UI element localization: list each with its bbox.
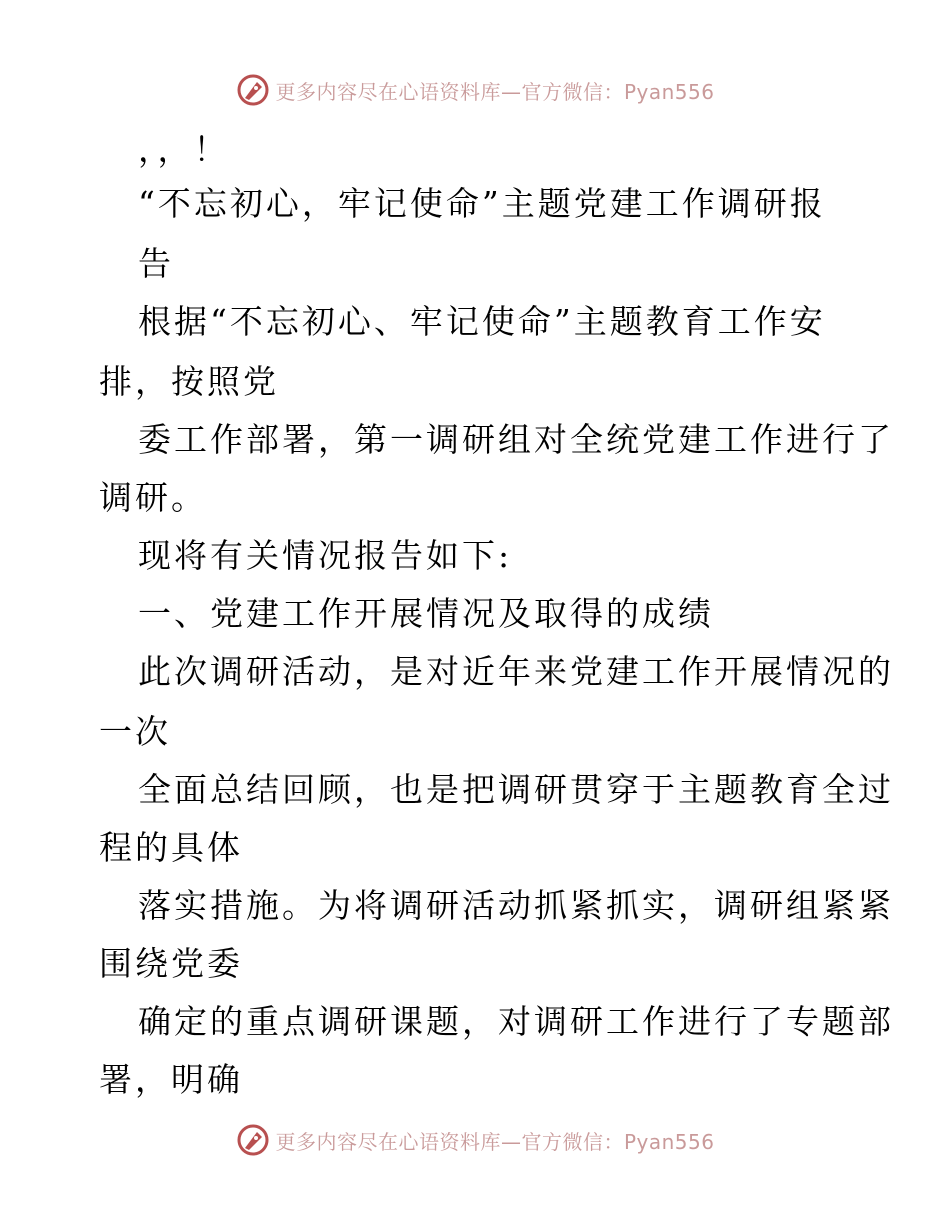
body-line: 委工作部署，第一调研组对全统党建工作进行了 (138, 420, 894, 459)
body-line: 调研。 (99, 478, 207, 517)
body-line: 根据“不忘初心、牢记使命”主题教育工作安 (138, 302, 826, 341)
section-heading: 一、党建工作开展情况及取得的成绩 (138, 594, 714, 633)
body-line: ，，！ (138, 130, 230, 169)
document-title-line-1: “不忘初心，牢记使命”主题党建工作调研报 (138, 184, 826, 223)
pen-nib-logo-icon (235, 1122, 271, 1158)
body-line: 围绕党委 (99, 944, 243, 983)
body-line: 确定的重点调研课题，对调研工作进行了专题部 (138, 1002, 894, 1041)
body-line: 全面总结回顾，也是把调研贯穿于主题教育全过 (138, 770, 894, 809)
body-line: 此次调研活动，是对近年来党建工作开展情况的 (138, 652, 894, 691)
body-line: 署，明确 (99, 1060, 243, 1099)
body-line: 程的具体 (99, 828, 243, 867)
body-line: 一次 (99, 712, 171, 751)
document-title-line-2: 告 (138, 244, 174, 283)
footer-watermark (0, 1120, 950, 1160)
body-line: 排，按照党 (99, 362, 279, 401)
header-watermark-text: 更多内容尽在心语资料库—官方微信：Pyan556 (275, 79, 715, 104)
footer-watermark-text: 更多内容尽在心语资料库—官方微信：Pyan556 (275, 1129, 715, 1154)
body-line: 落实措施。为将调研活动抓紧抓实，调研组紧紧 (138, 886, 894, 925)
body-line: 现将有关情况报告如下: (138, 536, 513, 575)
